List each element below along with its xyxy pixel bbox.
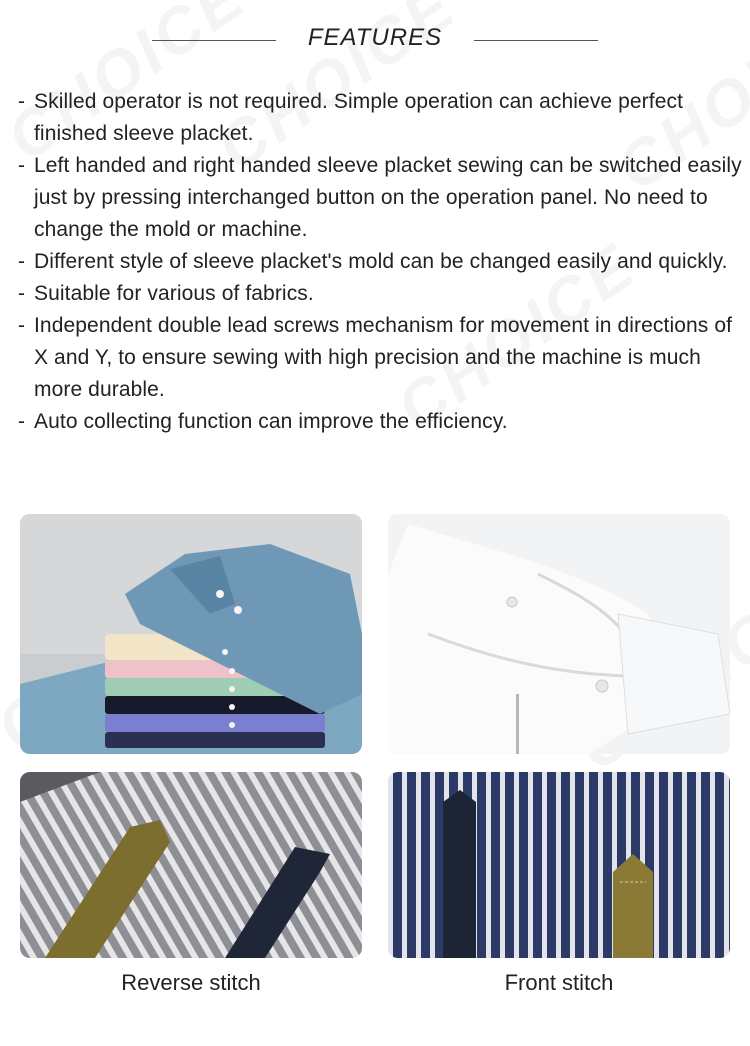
feature-text: Skilled operator is not required. Simple operation can achieve perfect finished sleeve placket. <box>34 90 684 145</box>
feature-item <box>18 278 744 310</box>
heading-rule-right <box>474 40 598 41</box>
front-stitch-caption: Front stitch <box>504 970 614 995</box>
feature-text: Different style of sleeve placket's mold can be changed easily and quickly. <box>34 250 728 273</box>
feature-text: Independent double lead screws mechanism for movement in directions of X and Y, to ensure sewing with high precision and the machine is much more durable. <box>34 314 733 401</box>
stacked-polo-shirts-photo <box>20 514 362 754</box>
feature-dash: - <box>18 314 26 337</box>
front-stitch-fabric-photo <box>388 772 730 958</box>
features-heading <box>0 24 750 58</box>
features-title: FEATURES <box>307 24 443 51</box>
feature-item <box>18 310 744 406</box>
feature-item <box>18 150 744 246</box>
feature-dash: - <box>18 250 26 273</box>
feature-dash: - <box>18 154 26 177</box>
feature-item <box>18 406 744 438</box>
white-shirt-cuff-photo <box>388 514 730 754</box>
feature-text: Left handed and right handed sleeve placket sewing can be switched easily just by pressing interchanged button on the operation panel. No need to change the mold or machine. <box>34 154 742 241</box>
feature-text: Suitable for various of fabrics. <box>34 282 314 305</box>
features-list <box>18 86 744 438</box>
feature-item <box>18 246 744 278</box>
reverse-stitch-fabric-photo <box>20 772 362 958</box>
feature-item <box>18 86 744 150</box>
reverse-stitch-caption: Reverse stitch <box>121 970 261 995</box>
feature-text: Auto collecting function can improve the efficiency. <box>34 410 508 433</box>
feature-dash: - <box>18 282 26 305</box>
feature-dash: - <box>18 90 26 113</box>
feature-dash: - <box>18 410 26 433</box>
